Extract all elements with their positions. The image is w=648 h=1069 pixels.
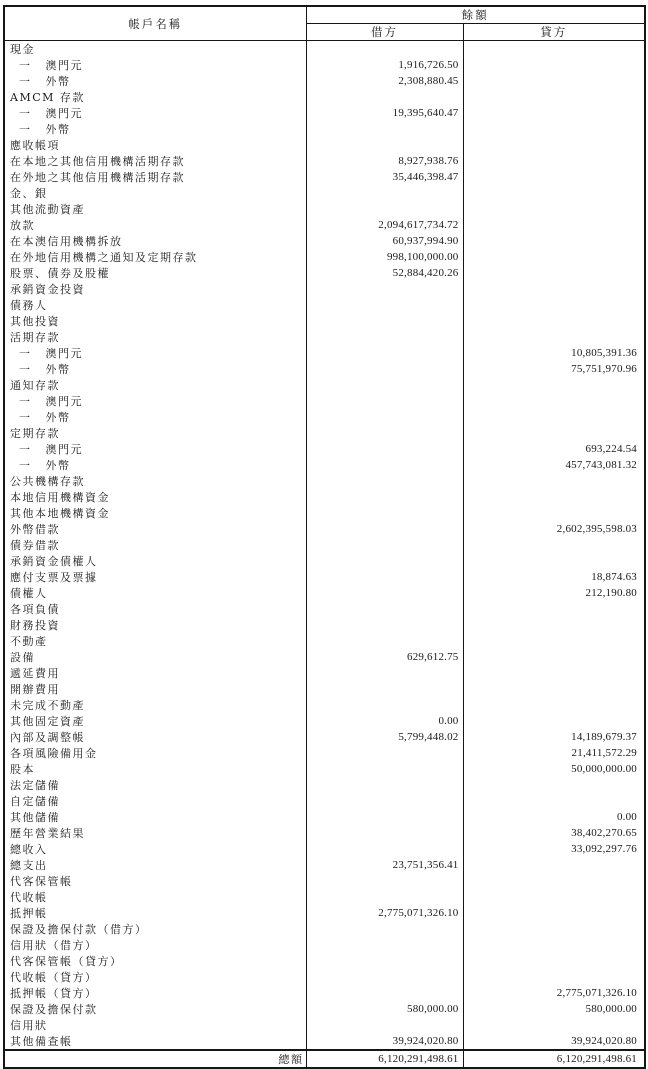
credit-value-cell [463, 713, 645, 729]
debit-value-cell [306, 569, 463, 585]
table-row [4, 841, 645, 857]
debit-value-cell [306, 121, 463, 137]
table-row [4, 425, 645, 441]
total-row [4, 1050, 645, 1068]
debit-value-cell [306, 841, 463, 857]
account-name-cell: 代客保管帳（貸方） [4, 953, 306, 969]
credit-value-cell [463, 889, 645, 905]
table-row [4, 889, 645, 905]
debit-value-cell [306, 489, 463, 505]
table-row [4, 73, 645, 89]
debit-value-cell [306, 761, 463, 777]
table-row [4, 985, 645, 1001]
table-row [4, 729, 645, 745]
table-row [4, 473, 645, 489]
credit-value-cell [463, 665, 645, 681]
credit-value-cell [463, 313, 645, 329]
debit-value-cell: 1,916,726.50 [306, 57, 463, 73]
credit-value-cell [463, 233, 645, 249]
debit-value-cell [306, 937, 463, 953]
debit-value-cell [306, 537, 463, 553]
table-row [4, 649, 645, 665]
account-name-cell: 金、銀 [4, 185, 306, 201]
table-row [4, 1001, 645, 1017]
table-footer [4, 1050, 645, 1068]
account-name-cell: 放款 [4, 217, 306, 233]
account-name-cell: 自定儲備 [4, 793, 306, 809]
credit-value-cell [463, 329, 645, 345]
table-row [4, 809, 645, 825]
debit-value-cell [306, 201, 463, 217]
credit-value-cell [463, 505, 645, 521]
table-row [4, 281, 645, 297]
table-row [4, 713, 645, 729]
table-row [4, 569, 645, 585]
debit-value-cell [306, 745, 463, 761]
debit-value-cell [306, 313, 463, 329]
credit-value-cell: 14,189,679.37 [571, 731, 637, 743]
account-name-cell: 其他流動資產 [4, 201, 306, 217]
table-row [4, 409, 645, 425]
document-sheet [3, 5, 644, 1069]
table-row [4, 825, 645, 841]
account-name-cell: 外幣借款 [4, 521, 306, 537]
table-row [4, 601, 645, 617]
debit-value-cell: 52,884,420.26 [306, 265, 463, 281]
table-row [4, 137, 645, 153]
table-row [4, 617, 645, 633]
debit-value-cell [306, 665, 463, 681]
credit-value-cell [463, 601, 645, 617]
credit-value-cell [463, 137, 645, 153]
table-row [4, 41, 645, 58]
table-row [4, 345, 645, 361]
account-name-cell: 應付支票及票據 [4, 569, 306, 585]
table-row [4, 57, 645, 73]
header-row-balance [4, 6, 645, 24]
account-name-cell: 其他固定資產 [4, 713, 306, 729]
debit-value-cell [306, 681, 463, 697]
table-row [4, 217, 645, 233]
credit-value-cell: 18,874.63 [591, 571, 637, 583]
account-name-cell: 債券借款 [4, 537, 306, 553]
credit-value-cell [463, 953, 645, 969]
credit-value-cell [463, 617, 645, 633]
table-row [4, 665, 645, 681]
account-name-cell: 股票、債券及股權 [4, 265, 306, 281]
credit-value-cell [463, 393, 645, 409]
total-debit-value: 6,120,291,498.61 [306, 1050, 463, 1068]
account-name-cell: 活期存款 [4, 329, 306, 345]
account-name-cell: 代收帳 [4, 889, 306, 905]
credit-value-cell [463, 553, 645, 569]
account-name-cell: 公共機構存款 [4, 473, 306, 489]
credit-value-cell [463, 409, 645, 425]
account-name-cell: 定期存款 [4, 425, 306, 441]
account-name-cell: 抵押帳（貸方） [4, 985, 306, 1001]
table-row [4, 905, 645, 921]
table-row [4, 233, 645, 249]
debit-value-cell [306, 441, 463, 457]
table-row [4, 329, 645, 345]
account-name-cell: 一 外幣 [4, 409, 306, 425]
debit-value-cell: 19,395,640.47 [306, 105, 463, 121]
debit-value-cell [306, 41, 463, 58]
table-row [4, 585, 645, 601]
debit-value-cell [306, 473, 463, 489]
credit-value-cell: 50,000,000.00 [571, 763, 637, 775]
table-row [4, 297, 645, 313]
account-name-cell: 代客保管帳 [4, 873, 306, 889]
debit-value-cell [306, 185, 463, 201]
debit-value-cell [306, 601, 463, 617]
table-row [4, 921, 645, 937]
debit-value-cell [306, 617, 463, 633]
trial-balance-table [3, 5, 646, 1069]
debit-value-cell [306, 697, 463, 713]
credit-value-cell: 39,924,020.80 [571, 1035, 637, 1047]
table-row [4, 521, 645, 537]
debit-value-cell [306, 873, 463, 889]
account-name-cell: 一 外幣 [4, 457, 306, 473]
account-name-cell: 不動產 [4, 633, 306, 649]
debit-value-cell: 2,775,071,326.10 [306, 905, 463, 921]
account-name-cell: 其他儲備 [4, 809, 306, 825]
debit-value-cell: 580,000.00 [306, 1001, 463, 1017]
credit-value-cell: 2,602,395,598.03 [556, 523, 637, 535]
table-row [4, 793, 645, 809]
debit-value-cell [306, 809, 463, 825]
credit-value-cell: 38,402,270.65 [571, 827, 637, 839]
debit-value-cell [306, 825, 463, 841]
table-row [4, 489, 645, 505]
account-name-cell: 一 澳門元 [4, 393, 306, 409]
table-row [4, 857, 645, 873]
credit-value-cell: 10,805,391.36 [571, 347, 637, 359]
account-name-cell: 開辦費用 [4, 681, 306, 697]
debit-value-cell [306, 953, 463, 969]
account-name-cell: 歷年營業結果 [4, 825, 306, 841]
account-name-cell: 股本 [4, 761, 306, 777]
table-row [4, 937, 645, 953]
total-label: 總額 [4, 1050, 306, 1068]
table-row [4, 169, 645, 185]
debit-value-cell [306, 457, 463, 473]
account-name-cell: 現金 [4, 41, 306, 58]
debit-value-cell [306, 1017, 463, 1033]
table-row [4, 633, 645, 649]
debit-value-cell [306, 329, 463, 345]
credit-value-cell: 2,775,071,326.10 [556, 987, 637, 999]
account-name-cell: 一 澳門元 [4, 345, 306, 361]
debit-value-cell [306, 505, 463, 521]
table-row [4, 761, 645, 777]
header-debit: 借方 [306, 24, 463, 41]
table-row [4, 457, 645, 473]
account-name-cell: 內部及調整帳 [4, 729, 306, 745]
account-name-cell: 其他本地機構資金 [4, 505, 306, 521]
account-name-cell: 本地信用機構資金 [4, 489, 306, 505]
table-row [4, 537, 645, 553]
debit-value-cell: 2,308,880.45 [306, 73, 463, 89]
table-row [4, 1033, 645, 1050]
credit-value-cell [463, 969, 645, 985]
debit-value-cell [306, 425, 463, 441]
table-row [4, 121, 645, 137]
table-row [4, 201, 645, 217]
table-row [4, 1017, 645, 1033]
debit-value-cell [306, 345, 463, 361]
debit-value-cell: 0.00 [306, 713, 463, 729]
account-name-cell: AMCM 存款 [4, 89, 306, 105]
account-name-cell: 一 外幣 [4, 361, 306, 377]
credit-value-cell: 75,751,970.96 [571, 363, 637, 375]
debit-value-cell: 8,927,938.76 [306, 153, 463, 169]
table-row [4, 105, 645, 121]
credit-value-cell [463, 73, 645, 89]
credit-value-cell: 580,000.00 [585, 1003, 637, 1015]
credit-value-cell [463, 281, 645, 297]
account-name-cell: 應收帳項 [4, 137, 306, 153]
credit-value-cell [463, 153, 645, 169]
debit-value-cell [306, 793, 463, 809]
table-row [4, 153, 645, 169]
account-name-cell: 一 澳門元 [4, 57, 306, 73]
account-name-cell: 在本地之其他信用機構活期存款 [4, 153, 306, 169]
table-row [4, 185, 645, 201]
table-body [4, 41, 645, 1051]
debit-value-cell [306, 921, 463, 937]
table-row [4, 361, 645, 377]
account-name-cell: 設備 [4, 649, 306, 665]
table-row [4, 377, 645, 393]
table-row [4, 697, 645, 713]
credit-value-cell: 0.00 [616, 811, 637, 823]
credit-value-cell [463, 105, 645, 121]
debit-value-cell: 629,612.75 [306, 649, 463, 665]
header-account-name: 帳戶名稱 [4, 6, 306, 41]
credit-value-cell [463, 649, 645, 665]
account-name-cell: 信用狀（借方） [4, 937, 306, 953]
debit-value-cell [306, 377, 463, 393]
credit-value-cell [463, 249, 645, 265]
debit-value-cell [306, 281, 463, 297]
account-name-cell: 一 外幣 [4, 73, 306, 89]
credit-value-cell [463, 89, 645, 105]
account-name-cell: 總收入 [4, 841, 306, 857]
debit-value-cell [306, 393, 463, 409]
account-name-cell: 一 外幣 [4, 121, 306, 137]
credit-value-cell [463, 121, 645, 137]
account-name-cell: 通知存款 [4, 377, 306, 393]
account-name-cell: 各項風險備用金 [4, 745, 306, 761]
account-name-cell: 一 澳門元 [4, 441, 306, 457]
account-name-cell: 總支出 [4, 857, 306, 873]
account-name-cell: 債權人 [4, 585, 306, 601]
debit-value-cell [306, 777, 463, 793]
total-credit-value: 6,120,291,498.61 [463, 1050, 645, 1068]
credit-value-cell [463, 1017, 645, 1033]
account-name-cell: 其他投資 [4, 313, 306, 329]
table-row [4, 745, 645, 761]
credit-value-cell [463, 265, 645, 281]
credit-value-cell [463, 793, 645, 809]
debit-value-cell [306, 89, 463, 105]
debit-value-cell: 23,751,356.41 [306, 857, 463, 873]
debit-value-cell [306, 297, 463, 313]
debit-value-cell: 2,094,617,734.72 [306, 217, 463, 233]
table-header [4, 6, 645, 41]
credit-value-cell [463, 41, 645, 58]
header-balance: 餘額 [306, 6, 645, 24]
debit-value-cell: 39,924,020.80 [306, 1033, 463, 1050]
debit-value-cell [306, 137, 463, 153]
account-name-cell: 在本澳信用機構拆放 [4, 233, 306, 249]
credit-value-cell [463, 873, 645, 889]
account-name-cell: 在外地之其他信用機構活期存款 [4, 169, 306, 185]
credit-value-cell [463, 489, 645, 505]
table-row [4, 393, 645, 409]
credit-value-cell: 457,743,081.32 [565, 459, 637, 471]
credit-value-cell [463, 57, 645, 73]
table-row [4, 873, 645, 889]
credit-value-cell [463, 777, 645, 793]
debit-value-cell [306, 889, 463, 905]
credit-value-cell [463, 681, 645, 697]
credit-value-cell: 693,224.54 [585, 443, 637, 455]
account-name-cell: 法定儲備 [4, 777, 306, 793]
debit-value-cell [306, 361, 463, 377]
credit-value-cell [463, 425, 645, 441]
credit-value-cell [463, 697, 645, 713]
table-row [4, 969, 645, 985]
header-credit: 貸方 [463, 24, 645, 41]
debit-value-cell [306, 521, 463, 537]
credit-value-cell: 33,092,297.76 [571, 843, 637, 855]
debit-value-cell: 5,799,448.02 [306, 729, 463, 745]
debit-value-cell [306, 985, 463, 1001]
account-name-cell: 抵押帳 [4, 905, 306, 921]
account-name-cell: 未完成不動產 [4, 697, 306, 713]
account-name-cell: 承銷資金投資 [4, 281, 306, 297]
table-row [4, 777, 645, 793]
table-row [4, 313, 645, 329]
debit-value-cell [306, 585, 463, 601]
account-name-cell: 一 澳門元 [4, 105, 306, 121]
account-name-cell: 財務投資 [4, 617, 306, 633]
credit-value-cell [463, 857, 645, 873]
account-name-cell: 各項負債 [4, 601, 306, 617]
account-name-cell: 保證及擔保付款（借方） [4, 921, 306, 937]
account-name-cell: 在外地信用機構之通知及定期存款 [4, 249, 306, 265]
table-row [4, 553, 645, 569]
table-row [4, 681, 645, 697]
account-name-cell: 債務人 [4, 297, 306, 313]
debit-value-cell: 60,937,994.90 [306, 233, 463, 249]
debit-value-cell [306, 633, 463, 649]
table-row [4, 441, 645, 457]
credit-value-cell [463, 633, 645, 649]
credit-value-cell [463, 473, 645, 489]
table-row [4, 953, 645, 969]
account-name-cell: 其他備查帳 [4, 1033, 306, 1050]
table-row [4, 89, 645, 105]
debit-value-cell [306, 969, 463, 985]
credit-value-cell [463, 937, 645, 953]
debit-value-cell [306, 409, 463, 425]
credit-value-cell [463, 921, 645, 937]
credit-value-cell [463, 377, 645, 393]
debit-value-cell: 35,446,398.47 [306, 169, 463, 185]
credit-value-cell [463, 217, 645, 233]
debit-value-cell: 998,100,000.00 [306, 249, 463, 265]
account-name-cell: 保證及擔保付款 [4, 1001, 306, 1017]
table-row [4, 505, 645, 521]
table-row [4, 265, 645, 281]
credit-value-cell: 21,411,572.29 [571, 747, 637, 759]
account-name-cell: 信用狀 [4, 1017, 306, 1033]
credit-value-cell [463, 169, 645, 185]
credit-value-cell [463, 185, 645, 201]
credit-value-cell [463, 201, 645, 217]
account-name-cell: 代收帳（貸方） [4, 969, 306, 985]
credit-value-cell [463, 905, 645, 921]
account-name-cell: 承銷資金債權人 [4, 553, 306, 569]
credit-value-cell: 212,190.80 [585, 587, 637, 599]
account-name-cell: 遞延費用 [4, 665, 306, 681]
debit-value-cell [306, 553, 463, 569]
credit-value-cell [463, 537, 645, 553]
table-row [4, 249, 645, 265]
credit-value-cell [463, 297, 645, 313]
